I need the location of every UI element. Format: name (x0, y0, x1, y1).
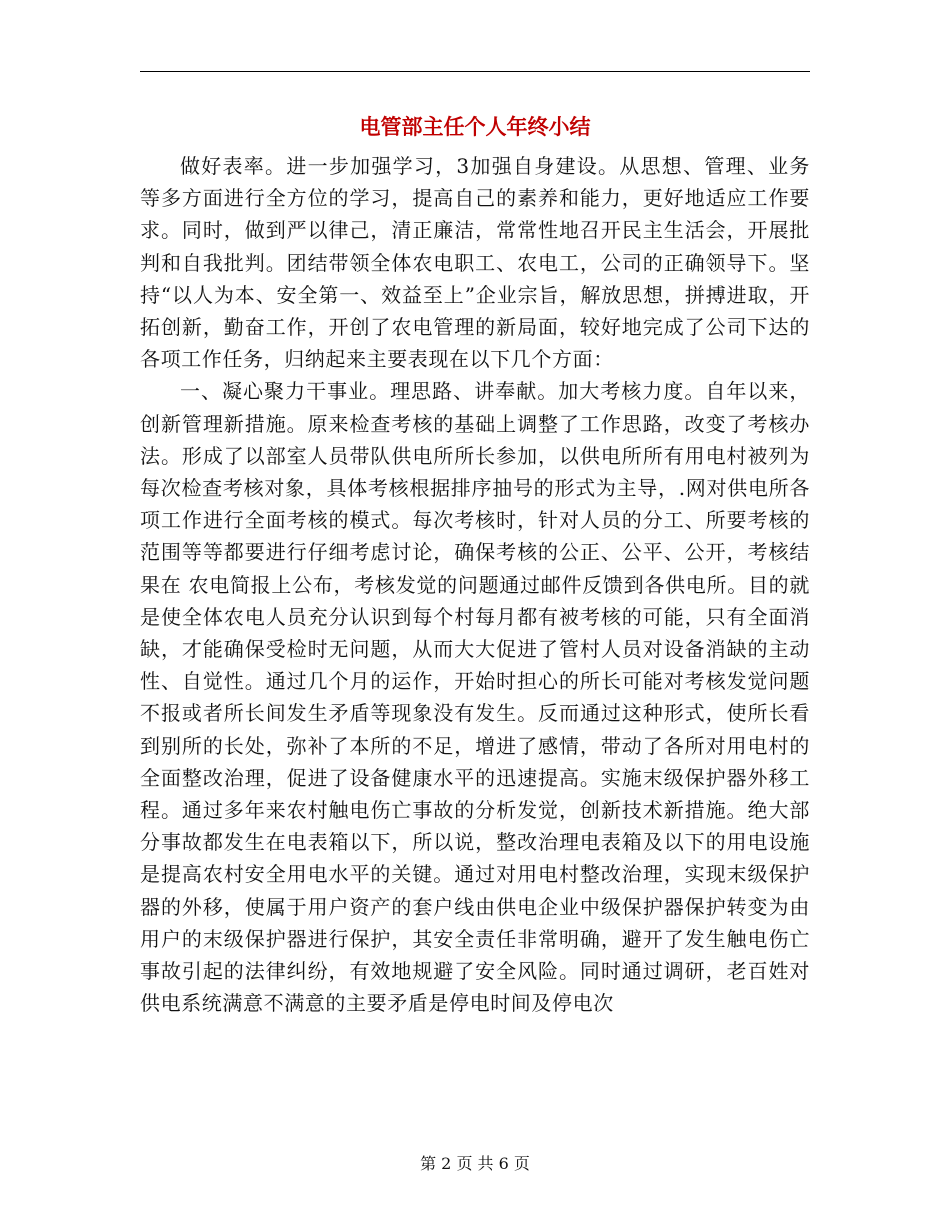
document-title: 电管部主任个人年终小结 (359, 115, 591, 139)
page-number-footer: 第 2 页 共 6 页 (420, 1154, 530, 1173)
document-body (140, 150, 810, 1019)
paragraph-intro: 做好表率。进一步加强学习，3加强自身建设。从思想、管理、业务等多方面进行全方位的学习，提高自己的素养和能力，更好地适应工作要求。同时，做到严以律己，清正廉洁，常常性地召开民主生活会，开展批判和自我批判。团结带领全体农电职工、农电工，公司的正确领导下。坚持“以人为本、安全第一、效益至上”企业宗旨，解放思想，拼搏进取，开拓创新，勤奋工作，开创了农电管理的新局面，较好地完成了公司下达的各项工作任务，归纳起来主要表现在以下几个方面： (140, 154, 810, 372)
paragraph-section-one: 一、凝心聚力干事业。理思路、讲奉献。加大考核力度。自年以来，创新管理新措施。原来检查考核的基础上调整了工作思路，改变了考核办法。形成了以部室人员带队供电所所长参加，以供电所所有用电村被列为每次检查考核对象，具体考核根据排序抽号的形式为主导，.网对供电所各项工作进行全面考核的模式。每次考核时，针对人员的分工、所要考核的范围等等都要进行仔细考虑讨论，确保考核的公正、公平、公开，考核结果在 农电简报上公布，考核发觉的问题通过邮件反馈到各供电所。目的就是使全体农电人员充分认识到每个村每月都有被考核的可能，只有全面消缺，才能确保受检时无问题，从而大大促进了管村人员对设备消缺的主动性、自觉性。通过几个月的运作，开始时担心的所长可能对考核发觉问题不报或者所长间发生矛盾等现象没有发生。反而通过这种形式，使所长看到别所的长处，弥补了本所的不足，增进了感情，带动了各所对用电村的全面整改治理，促进了设备健康水平的迅速提高。实施末级保护器外移工程。通过多年来农村触电伤亡事故的分析发觉，创新技术新措施。绝大部分事故都发生在电表箱以下，所以说，整改治理电表箱及以下的用电设施是提高农村安全用电水平的关键。通过对用电村整改治理，实现末级保护器的外移，使属于用户资产的套户线由供电企业中级保护器保护转变为由用户的末级保护器进行保护，其安全责任非常明确，避开了发生触电伤亡事故引起的法律纠纷，有效地规避了安全风险。同时通过调研，老百姓对供电系统满意不满意的主要矛盾是停电时间及停电次 (140, 379, 810, 1016)
header-rule (140, 71, 810, 72)
